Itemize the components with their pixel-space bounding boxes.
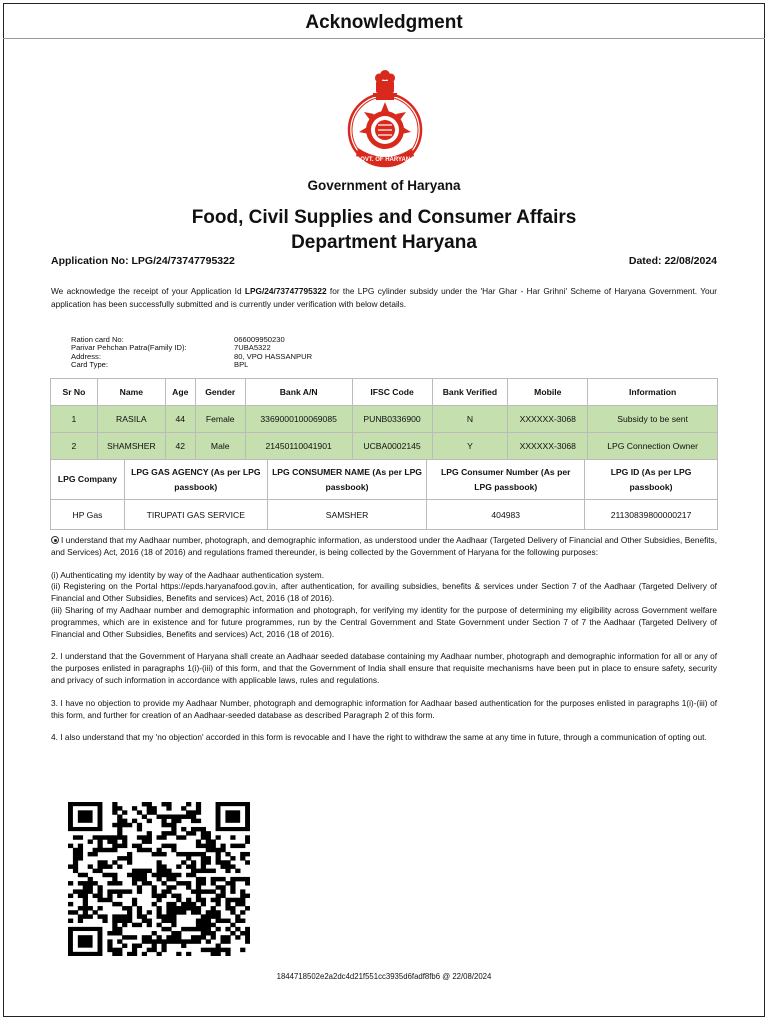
consent-radio-icon — [51, 536, 59, 544]
col-header: LPG GAS AGENCY (As per LPG passbook) — [124, 460, 267, 500]
acknowledgment-intro — [51, 285, 717, 311]
detail-label: Card Type: — [71, 360, 109, 370]
table-cell: Y — [432, 433, 508, 460]
table-row — [51, 406, 718, 433]
table-header-row — [51, 460, 718, 500]
table-cell: PUNB0336900 — [352, 406, 432, 433]
table-cell: XXXXXX-3068 — [508, 433, 588, 460]
col-header: LPG Consumer Number (As per LPG passbook) — [427, 460, 585, 500]
col-header: Information — [588, 379, 718, 406]
table-cell: TIRUPATI GAS SERVICE — [124, 500, 267, 530]
col-header: LPG Company — [51, 460, 125, 500]
consent-paragraph-1 — [51, 535, 717, 559]
aadhaar-consent-section — [51, 535, 717, 755]
table-cell: 21450110041901 — [245, 433, 352, 460]
col-header: Sr No — [51, 379, 98, 406]
department-title-line2: Department Haryana — [291, 232, 477, 253]
consent-text-1: I understand that my Aadhaar number, photograph, and demographic information, as understood under the Aadhaar (Targeted Delivery of Financial and Other Subsidies, Benefits, and Services) Act, 2016 (18 of 2016) and regulations framed thereunder, is being collected by the Government of Haryana for the following purposes: — [51, 535, 717, 557]
col-header: IFSC Code — [352, 379, 432, 406]
table-cell: LPG Connection Owner — [588, 433, 718, 460]
table-cell: Male — [195, 433, 245, 460]
consent-paragraph-4: 4. I also understand that my 'no objection' accorded in this form is revocable and I have the right to withdraw the same at any time in future, through a communication of opting out. — [51, 732, 707, 743]
col-header: Mobile — [508, 379, 588, 406]
department-title-line1: Food, Civil Supplies and Consumer Affairs — [191, 207, 577, 228]
col-header: LPG ID (As per LPG passbook) — [585, 460, 718, 500]
table-cell: 2 — [51, 433, 98, 460]
consent-purpose-iii: (iii) Sharing of my Aadhaar number and demographic information and photograph, for verifying my identity for the purpose of determining my eligibility across Government welfare programmes, which are in existence and for future programmes, run by the Central Government and State Government under Section 7 of 7 the Aadhaar (Targeted Delivery of Financial and Other Subsidies, Benefits and services) Act, 2016 (18 of 2016). — [51, 604, 717, 639]
col-header: LPG CONSUMER NAME (As per LPG passbook) — [267, 460, 427, 500]
detail-value: 7UBA5322 — [234, 343, 271, 353]
intro-application-id: LPG/24/73747795322 — [244, 286, 327, 296]
consent-purpose-i: (i) Authenticating my identity by way of the Aadhaar authentication system. — [51, 569, 325, 580]
detail-value: BPL — [234, 360, 249, 370]
table-cell: N — [432, 406, 508, 433]
consent-purpose-ii: (ii) Registering on the Portal https://epds.haryanafood.gov.in, after authentication, for availing subsidies, benefits & services under Section 7 of the Aadhaar (Targeted Delivery of Financial and Other Subsidies, Benefits and services) Act, 2016 (18 of 2016). — [51, 581, 717, 604]
table-cell: 404983 — [427, 500, 585, 530]
qr-code-icon — [68, 802, 250, 956]
page-title: Acknowledgment — [305, 12, 463, 33]
table-cell: 21130839800000217 — [585, 500, 718, 530]
table-cell: 3369000100069085 — [245, 406, 352, 433]
consent-paragraph-3: 3. I have no objection to provide my Aadhaar Number, photograph and demographic information for Aadhaar based authentication for the purposes enlisted in paragraphs 1(i)-(iii) of this form, and further for creation of an Aadhaar-seeded database as described Paragraph 2 of this form. — [51, 697, 717, 720]
detail-label: Parivar Pehchan Patra(Family ID): — [71, 343, 187, 353]
col-header: Age — [165, 379, 195, 406]
footer-hash: 1844718502e2a2dc4d21f551cc3935d6fadf8fb6 @ 22/08/2024 — [276, 972, 492, 981]
col-header: Gender — [195, 379, 245, 406]
col-header: Bank A/N — [245, 379, 352, 406]
table-cell: Subsidy to be sent — [588, 406, 718, 433]
intro-text-before: We acknowledge the receipt of your Application Id — [51, 286, 245, 296]
application-info-row — [51, 255, 717, 267]
family-details — [71, 336, 312, 370]
application-date: Dated: 22/08/2024 — [628, 255, 717, 267]
table-header-row — [51, 379, 718, 406]
detail-label: Ration card No: — [71, 335, 124, 344]
government-title: Government of Haryana — [307, 178, 461, 193]
table-cell: XXXXXX-3068 — [508, 406, 588, 433]
table-cell: RASILA — [97, 406, 165, 433]
department-title — [0, 205, 768, 255]
detail-value: 80, VPO HASSANPUR — [234, 351, 313, 361]
col-header: Name — [97, 379, 165, 406]
application-number: Application No: LPG/24/73747795322 — [51, 255, 235, 267]
family-members-table — [50, 378, 718, 460]
haryana-emblem-logo — [336, 66, 434, 170]
detail-value: 066009950230 — [234, 335, 285, 344]
lpg-details-table — [50, 459, 718, 530]
detail-row — [71, 361, 312, 369]
consent-paragraph-2: 2. I understand that the Government of Haryana shall create an Aadhaar seeded database containing my Aadhaar number, photograph and demographic information for all or any of the purposes enlisted in paragraphs 1(i)-(iii) of this form, and that the Government of India shall ensure that requisite mechanisms have been put in place to ensure safety, security and privacy of such information in accordance with applicable laws, rules and regulations. — [51, 651, 717, 685]
table-row — [51, 500, 718, 530]
table-cell: Female — [195, 406, 245, 433]
col-header: Bank Verified — [432, 379, 508, 406]
table-cell: UCBA0002145 — [352, 433, 432, 460]
table-cell: 1 — [51, 406, 98, 433]
table-row — [51, 433, 718, 460]
table-cell: HP Gas — [51, 500, 125, 530]
svg-text:GOVT. OF HARYANA: GOVT. OF HARYANA — [355, 157, 415, 163]
header-divider — [3, 38, 765, 39]
intro-text-after: for the LPG cylinder subsidy under the 'Har Ghar - Har Grihni' Scheme of Haryana Government. Your application has been successfully submitted and is currently under verification with below details. — [51, 286, 718, 309]
table-cell: 44 — [165, 406, 195, 433]
table-cell: 42 — [165, 433, 195, 460]
table-cell: SAMSHER — [267, 500, 427, 530]
table-cell: SHAMSHER — [97, 433, 165, 460]
detail-label: Address: — [71, 351, 101, 361]
